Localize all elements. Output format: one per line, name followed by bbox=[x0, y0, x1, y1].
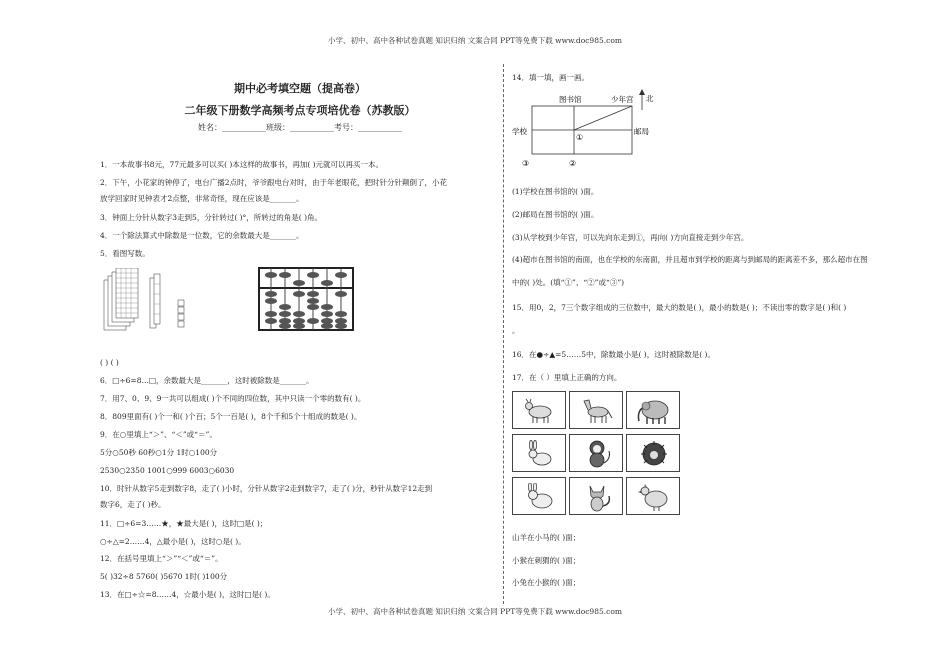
question-5-answer-blanks: ( ) ( ) bbox=[100, 358, 119, 367]
exam-subtitle: 二年级下册数学高频考点专项培优卷（苏教版） bbox=[184, 104, 416, 117]
map-point-1: ① bbox=[576, 133, 584, 142]
abacus-image bbox=[256, 266, 356, 334]
question-12-row: 5( )32÷8 5760( )5670 1时( )100分 bbox=[100, 572, 228, 581]
map-school-label: 学校 bbox=[512, 127, 527, 136]
grid-cell-monkey bbox=[569, 434, 623, 472]
question-17-3: 小兔在小猴的( )面； bbox=[512, 578, 581, 587]
question-9-row1: 5分○50秒 60秒○1分 1时○100分 bbox=[100, 448, 218, 457]
question-14-4-line2: 中的( )处。(填“①”、“②”或“③”) bbox=[512, 278, 625, 287]
map-palace-label: 少年宫 bbox=[611, 95, 634, 104]
page-header: 小学、初中、高中各种试卷真题 知识归纳 文案合同 PPT等免费下载 www.doc985.com bbox=[328, 36, 622, 45]
question-9-row2: 2530○2350 1001○999 6003○6030 bbox=[100, 466, 235, 475]
question-10-line2: 数字6，走了( )秒。 bbox=[100, 500, 166, 509]
question-8: 8．809里面有( )个一和( )个百；5个一百是( )，8个千和5个十组成的数是( )。 bbox=[100, 412, 362, 421]
question-2-line2: 放学回家时见钟表才2点整，非常奇怪，现在应该是_______。 bbox=[100, 194, 304, 203]
grid-cell-elephant bbox=[626, 391, 680, 429]
question-14-4-line1: (4)超市在图书馆的南面，也在学校的东南面，并且超市到学校的距离与到邮局的距离差不多，那么超市在图 bbox=[512, 255, 868, 264]
direction-map-diagram bbox=[510, 88, 670, 170]
question-14-3: (3)从学校到少年宫，可以先向东走到①，再向( )方向直接走到少年宫。 bbox=[512, 233, 749, 242]
question-11-line1: 11．□÷6=3……★，★最大是( )，这时□是( )； bbox=[100, 519, 268, 528]
map-point-3: ③ bbox=[522, 159, 530, 168]
question-16: 16．在●÷▲=5……5中，除数最小是( )，这时被除数是( )。 bbox=[512, 350, 715, 359]
question-6: 6．□÷6=8…□，余数最大是_______，这时被除数是_______。 bbox=[100, 376, 314, 385]
grid-cell-horse bbox=[569, 391, 623, 429]
bunny-icon bbox=[523, 483, 557, 511]
monkey-icon bbox=[581, 439, 613, 469]
question-10-line1: 10．时针从数字5走到数字8，走了( )小时，分针从数字2走到数字7，走了( )分，秒针从数字12走到 bbox=[100, 484, 433, 493]
question-2-line1: 2．下午，小花家的钟停了，电台广播2点时，爷爷跟电台对时，由于年老眼花，把时针分针颠倒了，小花 bbox=[100, 178, 448, 187]
grid-cell-hen bbox=[626, 477, 680, 515]
question-14-2: (2)邮局在图书馆的( )面。 bbox=[512, 210, 599, 219]
goat-icon bbox=[523, 398, 557, 424]
question-9: 9．在○里填上“＞”、“＜”或“＝”。 bbox=[100, 430, 217, 439]
grid-cell-hedgehog bbox=[626, 434, 680, 472]
question-13: 13．在□÷☆=8……4，☆最小是( )，这时□是( )。 bbox=[100, 590, 275, 599]
animal-grid bbox=[512, 391, 680, 515]
elephant-icon bbox=[635, 397, 673, 425]
grid-cell-bunny bbox=[512, 477, 566, 515]
base-ten-blocks-image bbox=[100, 268, 190, 333]
horse-icon bbox=[580, 398, 614, 424]
map-north-label: 北 bbox=[646, 94, 654, 103]
hen-icon bbox=[636, 482, 672, 512]
grid-cell-goat bbox=[512, 391, 566, 429]
student-info-line: 姓名：___________班级：___________考号：___________ bbox=[198, 123, 402, 132]
hedgehog-icon bbox=[636, 439, 672, 469]
grid-cell-fox bbox=[569, 477, 623, 515]
question-3: 3．钟面上分针从数字3走到5，分针转过( )°，所转过的角是( )角。 bbox=[100, 213, 323, 222]
grid-cell-rabbit bbox=[512, 434, 566, 472]
map-library-label: 图书馆 bbox=[559, 95, 582, 104]
question-4: 4．一个除法算式中除数是一位数，它的余数最大是_______。 bbox=[100, 231, 304, 240]
map-point-2: ② bbox=[569, 159, 577, 168]
exam-title: 期中必考填空题（提高卷） bbox=[234, 82, 366, 95]
question-11-line2: ○÷△=2……4，△最小是( )，这时○是( )。 bbox=[100, 537, 246, 546]
question-15-line2: 。 bbox=[512, 326, 520, 335]
question-17-2: 小猴在刺猬的( )面； bbox=[512, 556, 581, 565]
column-divider bbox=[503, 64, 504, 604]
question-14-1: (1)学校在图书馆的( )面。 bbox=[512, 187, 599, 196]
question-15-line1: 15．用0，2，7三个数字组成的三位数中，最大的数是( )，最小的数是( )；不读出零的数字是( )和( ) bbox=[512, 303, 847, 312]
map-post-label: 邮局 bbox=[634, 127, 649, 136]
fox-icon bbox=[581, 482, 613, 512]
question-17: 17．在（ ）里填上正确的方向。 bbox=[512, 373, 622, 382]
question-17-1: 山羊在小马的( )面； bbox=[512, 533, 581, 542]
question-1: 1．一本故事书8元，77元最多可以买( )本这样的故事书，再加( )元就可以再买一本。 bbox=[100, 160, 384, 169]
rabbit-icon bbox=[523, 440, 557, 468]
question-7: 7．用7、0、9、9一共可以组成( )个不同的四位数，其中只读一个零的数有( )。 bbox=[100, 394, 366, 403]
page-footer: 小学、初中、高中各种试卷真题 知识归纳 文案合同 PPT等免费下载 www.doc985.com bbox=[328, 607, 622, 616]
question-14: 14．填一填，画一画。 bbox=[512, 73, 590, 82]
question-12: 12．在括号里填上“＞”“＜”或“＝”。 bbox=[100, 554, 223, 563]
question-5: 5．看图写数。 bbox=[100, 249, 150, 258]
